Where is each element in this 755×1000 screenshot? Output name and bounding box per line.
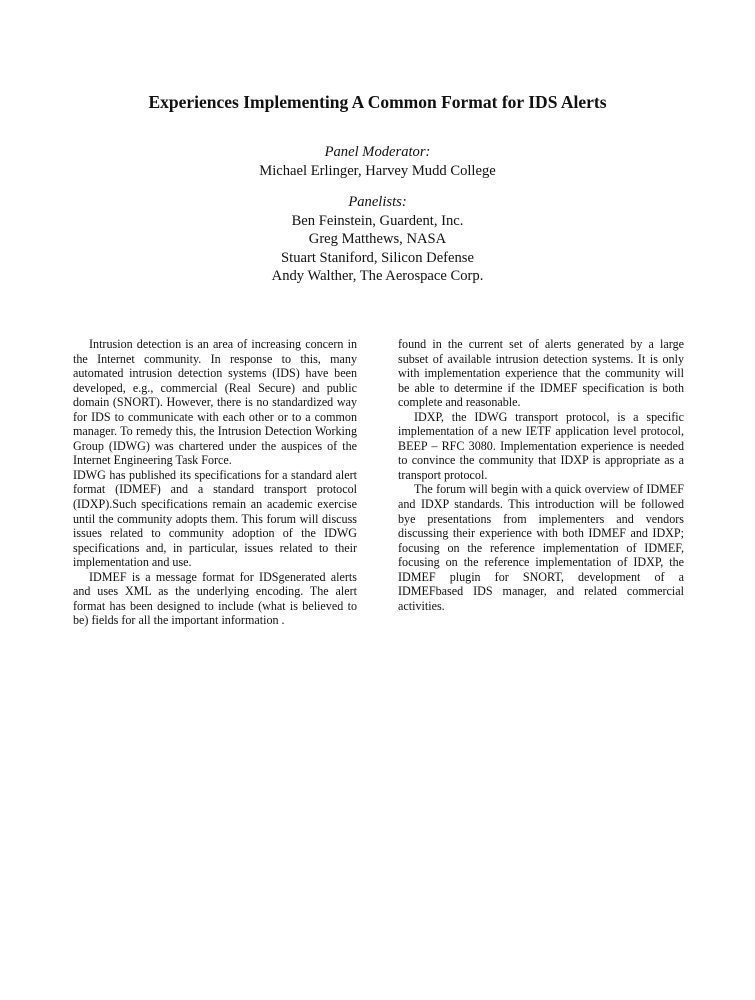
panelist-name: Stuart Staniford, Silicon Defense <box>281 249 474 266</box>
paragraph: IDXP, the IDWG transport protocol, is a specific implementation of a new IETF application level protocol, BEEP – RFC 3080. Implementation experience is needed to convince the community that IDXP is appropriate as a transport protocol. <box>398 409 684 482</box>
moderator-block <box>0 143 755 180</box>
panelist-name: Andy Walther, The Aerospace Corp. <box>271 268 484 284</box>
panelists-block <box>0 193 755 286</box>
moderator-name: Michael Erlinger, Harvey Mudd College <box>259 162 496 179</box>
panelist-name: Ben Feinstein, Guardent, Inc. <box>291 212 464 229</box>
panelist-name: Greg Matthews, NASA <box>308 231 447 247</box>
paragraph: IDWG has published its specifications for a standard alert format (IDMEF) and a standard transport protocol (IDXP).Such specifications remain an academic exercise until the community adopts them. This forum will discuss issues related to community adoption of the IDWG specifications and, in particular, issues related to their implementation and use. <box>73 467 357 570</box>
paragraph: IDMEF is a message format for IDSgenerated alerts and uses XML as the underlying encoding. The alert format has been designed to include (what is believed to be) fields for all the important information . <box>73 569 357 628</box>
body-column-right <box>398 337 684 613</box>
paragraph: found in the current set of alerts generated by a large subset of available intrusion detection systems. It is only with implementation experience that the community will be able to determine if the IDMEF specification is both complete and reasonable. <box>398 337 684 410</box>
paragraph: The forum will begin with a quick overview of IDMEF and IDXP standards. This introduction will be followed bye presentations from implementers and vendors discussing their experience with both IDMEF and IDXP; focusing on the reference implementation of IDMEF, focusing on the reference implementation of IDXP, the IDMEF plugin for SNORT, development of a IDMEFbased IDS manager, and related commercial activities. <box>398 482 684 613</box>
body-column-left <box>73 337 357 628</box>
moderator-label: Panel Moderator: <box>324 144 431 160</box>
paper-title: Experiences Implementing A Common Format for IDS Alerts <box>148 92 607 112</box>
panelists-label: Panelists: <box>348 194 407 210</box>
paragraph: Intrusion detection is an area of increasing concern in the Internet community. In response to this, many automated intrusion detection systems (IDS) have been developed, e.g., commercial (Real Secure) and public domain (SNORT). However, there is no standardized way for IDS to communicate with each other or to a common manager. To remedy this, the Intrusion Detection Working Group (IDWG) was chartered under the auspices of the Internet Engineering Task Force. <box>73 337 357 468</box>
